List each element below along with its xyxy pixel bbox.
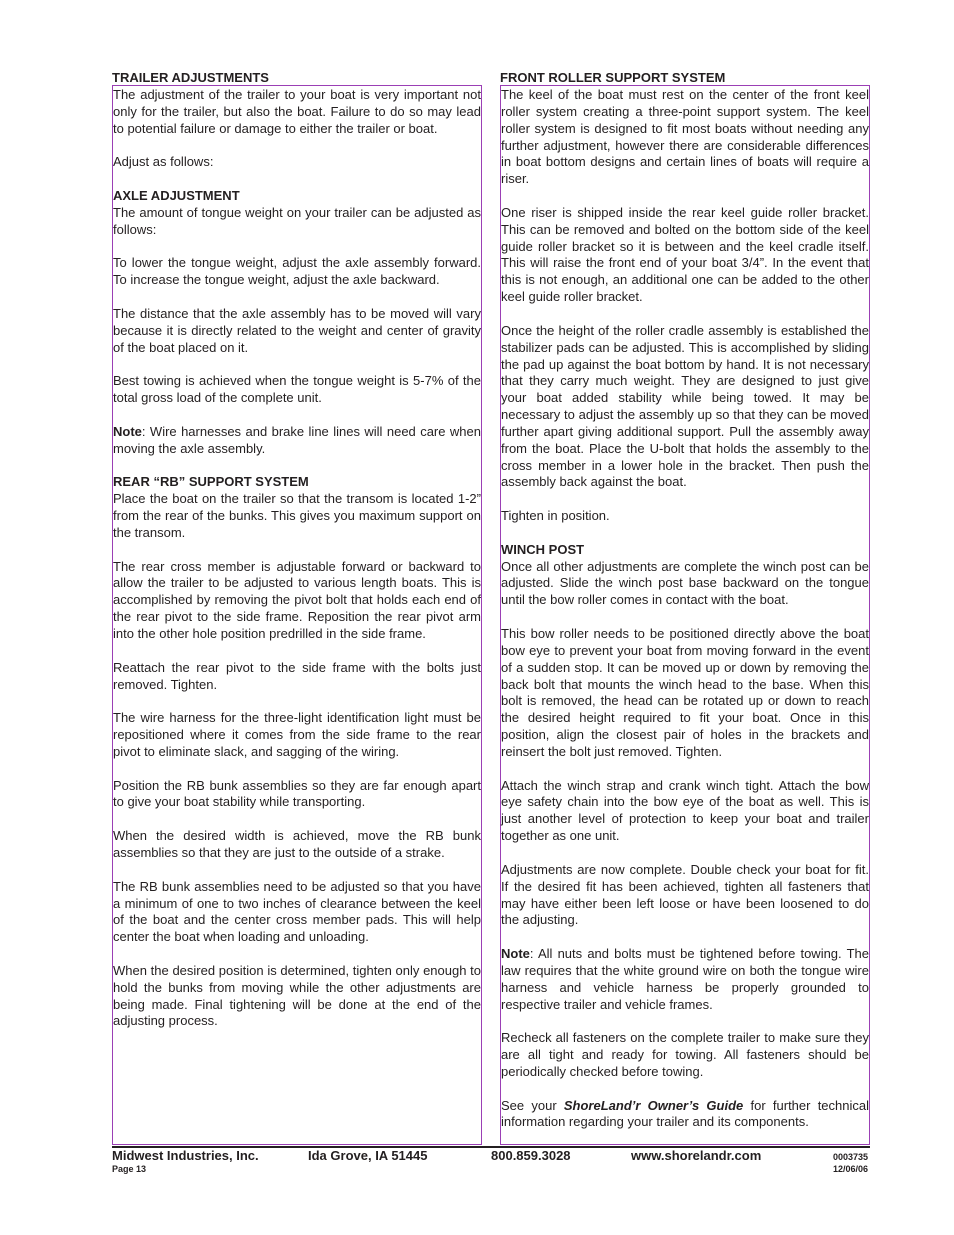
right-column-body [501,87,869,1131]
winch-note-label: Note [501,946,530,962]
front-roller-paragraph-3: Once the height of the roller cradle assembly is established the stabilizer pads can be adjusted. This is accomplished by sliding the pad up against the boat bottom by hand. It is not necessary that they carry much weight. They are designed to just give your boat added stability while being towed. It may be necessary to adjust the assembly up so that they can be moved further apart giving additional support. Pull the assembly away from the boat. Place the U-bolt that holds the assembly to the cross member in a lower hole in the bracket. Then push the assembly back against the boat. [501,322,869,490]
trailer-adjustments-heading: TRAILER ADJUSTMENTS [112,70,269,85]
winch-note-text: : All nuts and bolts must be tightened before towing. The law requires that the white ground wire on both the tongue wire harness and vehicle harness be properly grounded to respective trailer and vehicle frames. [501,946,869,1012]
winch-paragraph-5: Recheck all fasteners on the complete trailer to make sure they are all tight and ready for towing. All fasteners should be periodically checked before towing. [501,1030,869,1079]
winch-paragraph-1: Once all other adjustments are complete the winch post can be adjusted. Slide the winch post base backward on the tongue until the bow roller comes in contact with the boat. [501,558,869,608]
footer-city: Ida Grove, IA 51445 [308,1148,428,1163]
front-roller-paragraph-2: One riser is shipped inside the rear keel guide roller bracket. This can be removed and bolted on the bottom side of the keel guide roller bracket so it is between and the keel cradle itself. This will raise the front end of your boat 3/4”. In the event that this is not enough, an additional one can be added to the other keel guide roller bracket. [501,204,869,305]
rb-paragraph-7: The RB bunk assemblies need to be adjusted so that you have a minimum of one to two inches of clearance between the keel of the boat and the center cross member pads. This will help center the boat when loading and unloading. [113,878,481,945]
rb-paragraph-1: Place the boat on the trailer so that the transom is located 1-2” from the rear of the bunks. This gives you maximum support on the transom. [113,491,481,540]
front-roller-paragraph-1: The keel of the boat must rest on the center of the front keel roller system creating a three-point support system. The keel roller system is designed to fit most boats without needing any further adjustment, however there are considerable differences in boat bottom designs and certain lines of boats will require a riser. [501,87,869,187]
left-column [112,70,482,1029]
front-roller-support-heading: FRONT ROLLER SUPPORT SYSTEM [500,70,726,85]
winch-paragraph-2: This bow roller needs to be positioned directly above the boat bow eye to prevent your boat from moving forward in the event of a sudden stop. It can be moved up or down by removing the back bolt that mounts the winch head to the base. When this bolt is removed, the head can be rotated up or down to reach the desired height required to fit your boat. Once in this position, align the closest pair of holes in the brackets and reinsert the bolt just removed. Tighten. [501,626,869,759]
owners-guide-prefix: See your [501,1097,564,1113]
rb-paragraph-2: The rear cross member is adjustable forward or backward to allow the trailer to be adjusted to various length boats. This is accomplished by removing the pivot bolt that holds each end of the rear pivot to the side frame. Reposition the rear pivot arm into the other hole position predrilled in the side frame. [113,558,481,641]
rb-paragraph-6: When the desired width is achieved, move the RB bunk assemblies so that they are just to the outside of a strake. [113,828,481,860]
footer-doc-number: 0003735 [833,1152,869,1162]
rb-paragraph-5: Position the RB bunk assemblies so they are far enough apart to give your boat stability while transporting. [113,777,481,810]
owners-guide-suffix: for further technical information regarding your trailer and its components. [501,1097,870,1130]
axle-paragraph-2: To lower the tongue weight, adjust the axle assembly forward. To increase the tongue weight, adjust the axle backward. [113,255,481,288]
axle-note-text: : Wire harnesses and brake line lines will need care when moving the axle assembly. [113,423,481,456]
winch-paragraph-4: Adjustments are now complete. Double check your boat for fit. If the desired fit has been achieved, tighten all fasteners that may have either been left loose or have been loosened to do the adjusting. [501,861,869,928]
axle-paragraph-4: Best towing is achieved when the tongue weight is 5-7% of the total gross load of the complete unit. [113,373,481,406]
winch-note [501,946,869,1013]
right-column [500,70,870,1130]
rb-paragraph-4: The wire harness for the three-light identification light must be repositioned where it comes from the side frame to the rear pivot to eliminate slack, and sagging of the wiring. [113,710,481,759]
owners-guide-paragraph [501,1098,869,1132]
footer-website: www.shorelandr.com [631,1148,762,1163]
adjust-as-follows: Adjust as follows: [113,154,214,170]
axle-paragraph-1: The amount of tongue weight on your trailer can be adjusted as follows: [113,204,481,237]
owners-guide-title: ShoreLand’r Owner’s Guide [563,1097,744,1113]
rb-paragraph-3: Reattach the rear pivot to the side frame with the bolts just removed. Tighten. [113,659,481,692]
rb-paragraph-8: When the desired position is determined, tighten only enough to hold the bunks from moving while the other adjustments are being made. Final tightening will be done at the end of the adjusting process. [113,962,481,1029]
footer-company: Midwest Industries, Inc. [112,1148,259,1163]
left-column-body [113,87,481,1030]
rear-rb-support-heading: REAR “RB” SUPPORT SYSTEM [113,474,309,490]
footer-page-number: Page 13 [112,1164,147,1174]
front-roller-paragraph-4: Tighten in position. [501,508,610,524]
axle-note [113,424,481,458]
intro-paragraph: The adjustment of the trailer to your boat is very important not only for the trailer, but also the boat. Failure to do so may lead to potential failure or damage to either the trailer or boat. [113,87,481,136]
axle-paragraph-3: The distance that the axle assembly has to be moved will vary because it is directly related to the weight and center of gravity of the boat placed on it. [113,305,481,355]
footer-date: 12/06/06 [833,1164,869,1174]
winch-paragraph-3: Attach the winch strap and crank winch tight. Attach the bow eye safety chain into the bow eye of the boat as well. This is just another level of protection to keep your boat and trailer together as one unit. [501,777,869,844]
winch-post-heading: WINCH POST [501,541,585,557]
axle-note-label: Note [113,423,142,439]
axle-adjustment-heading: AXLE ADJUSTMENT [113,188,240,204]
footer-phone: 800.859.3028 [491,1148,571,1163]
